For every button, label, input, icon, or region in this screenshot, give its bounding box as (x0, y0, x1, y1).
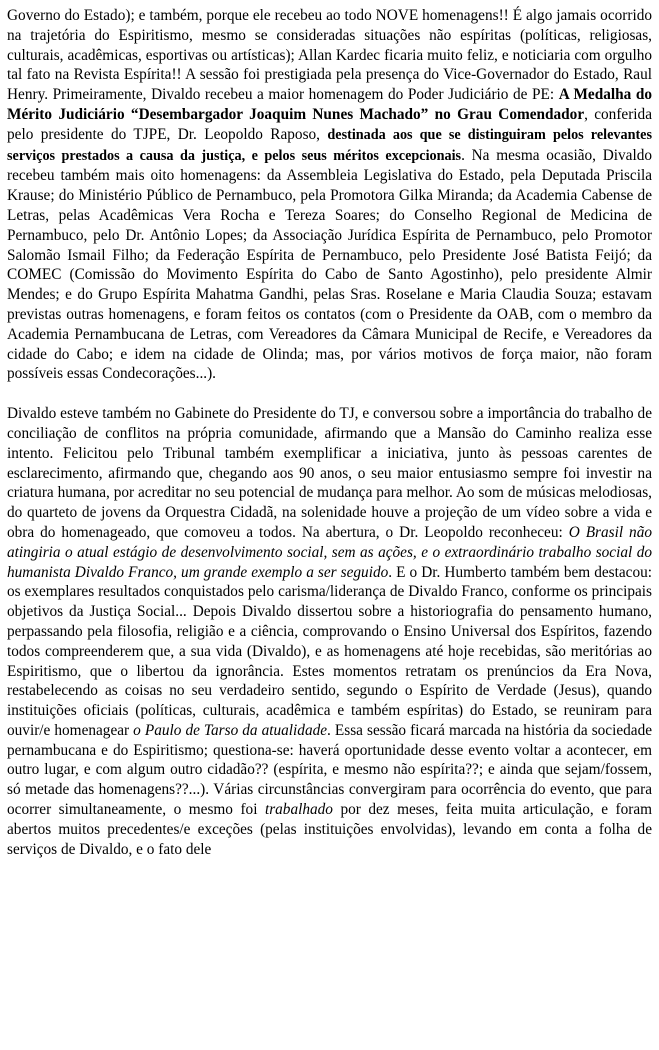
paragraph-2-text-1: Divaldo esteve também no Gabinete do Presidente do TJ, e conversou sobre a importância do trabalho de conciliação de conflitos na própria comunidade, afirmando que a Mansão do Caminho realiza esse intento. Felicitou pelo Tribunal também exemplificar a iniciativa, junto às pessoas carentes de esclarecimento, afirmando que, chegando aos 90 anos, o seu maior entusiasmo sempre foi investir na criatura humana, por acreditar no seu potencial de mudança para melhor. Ao som de músicas melodiosas, do quarteto de jovens da Orquestra Cidadã, na solenidade houve a projeção de um vídeo sobre a vida e obra do homenageado, que comoveu a todos. Na abertura, o Dr. Leopoldo reconheceu: (7, 405, 652, 541)
paragraph-1-text-2: , conferida pelo presidente do TJPE, Dr. Leopoldo Raposo, (7, 105, 652, 143)
paragraph-2-text-4: por dez meses, feita muita articulação, e foram abertos muitos precedentes/e exceções (pelas instituições envolvidas), levando em conta a folha de serviços de Divaldo, e o fato dele (7, 801, 653, 858)
medal-title: A Medalha do Mérito Judiciário “Desembargador Joaquim Nunes Machado” no Grau Comendador (7, 86, 652, 123)
paragraph-2-text-2: . E o Dr. Humberto também bem destacou: os exemplares resultados conquistados pelo carisma/liderança de Divaldo Franco, conforme os principais objetivos da Justiça Social... Depois Divaldo dissertou sobre a historiografia do pensamento humano, perpassando pela filosofia, religião e a ciência, comprovando o Ensino Universal dos Espíritos, fazendo todos compreenderem que, a sua vida (Divaldo), e as homenagens até hoje recebidas, são meritórias ao Espiritismo, que o libertou da ignorância. Estes momentos retratam os prenúncios da Era Nova, restabelecendo as coisas no seu verdadeiro sentido, segundo o Espírito de Verdade (Jesus), quando instituições oficiais (políticas, culturais, acadêmica e também espíritas) do Estado, se reuniram para ouvir/e homenagear (7, 563, 653, 739)
leopoldo-quote: O Brasil não atingiria o atual estágio de desenvolvimento social, sem as ações, e o extraordinário trabalho social do humanista Divaldo Franco, um grande exemplo a ser seguido (7, 523, 652, 581)
paragraph-homenagens (7, 6, 652, 384)
paragraph-1-text-3: . Na mesma ocasião, Divaldo recebeu também mais oito homenagens: da Assembleia Legislativa do Estado, pela Deputada Priscila Krause; do Ministério Público de Pernambuco, pela Promotora Gilka Miranda; da Academia Cabense de Letras, pelas Acadêmicas Vera Rocha e Tereza Soares; do Conselho Regional de Medicina de Pernambuco, pelo Dr. Antônio Lopes; da Associação Jurídica Espírita de Pernambuco, pelo Promotor Salomão Ismail Filho; da Federação Espírita de Pernambuco, pelo Presidente José Batista Feijó; da COMEC (Comissão do Movimento Espírita do Cabo de Santo Agostinho), pelo presidente Almir Mendes; e do Grupo Espírita Mahatma Gandhi, pelas Sras. Roselane e Maria Claudia Souza; estavam previstas outras homenagens, e foram feitos os contatos (com o Presidente da OAB, com o membro da Academia Pernambucana de Letras, com Vereadores da Câmara Municipal de Recife, e Vereadores da cidade do Cabo; e idem na cidade de Olinda; mas, por vários motivos de força maior, não foram possíveis essas Condecorações...). (7, 146, 652, 383)
trabalhado-word: trabalhado (264, 801, 333, 819)
paragraph-gabinete (7, 404, 652, 859)
paragraph-1-text-1: Governo do Estado); e também, porque ele recebeu ao todo NOVE homenagens!! É algo jamais ocorrido na trajetória do Espiritismo, mesmo se consideradas situações não espíritas (políticas, religiosas, culturais, acadêmicas, esportivas ou artísticas); Allan Kardec ficaria muito feliz, e noticiaria com orgulho tal fato na Revista Espírita!! A sessão foi prestigiada pela presença do Vice-Governador do Estado, Raul Henry. Primeiramente, Divaldo recebeu a maior homenagem do Poder Judiciário de PE: (7, 7, 652, 104)
medal-description: destinada aos que se distinguiram pelos relevantes serviços prestados a causa da justiça, e pelos seus méritos excepcionais (7, 126, 653, 164)
paulo-de-tarso-phrase: o Paulo de Tarso da atualidade (133, 721, 328, 739)
paragraph-2-text-3: . Essa sessão ficará marcada na história da sociedade pernambucana e do Espiritismo; questiona-se: haverá oportunidade desse evento voltar a acontecer, em outro lugar, e com algum outro cidadão?? (espírita, e mesmo não espírita??; e ainda que sejam/fossem, só metade das homenagens??...). Várias circunstâncias convergiram para ocorrência do evento, que para ocorrer simultaneamente, o mesmo foi (7, 721, 653, 819)
